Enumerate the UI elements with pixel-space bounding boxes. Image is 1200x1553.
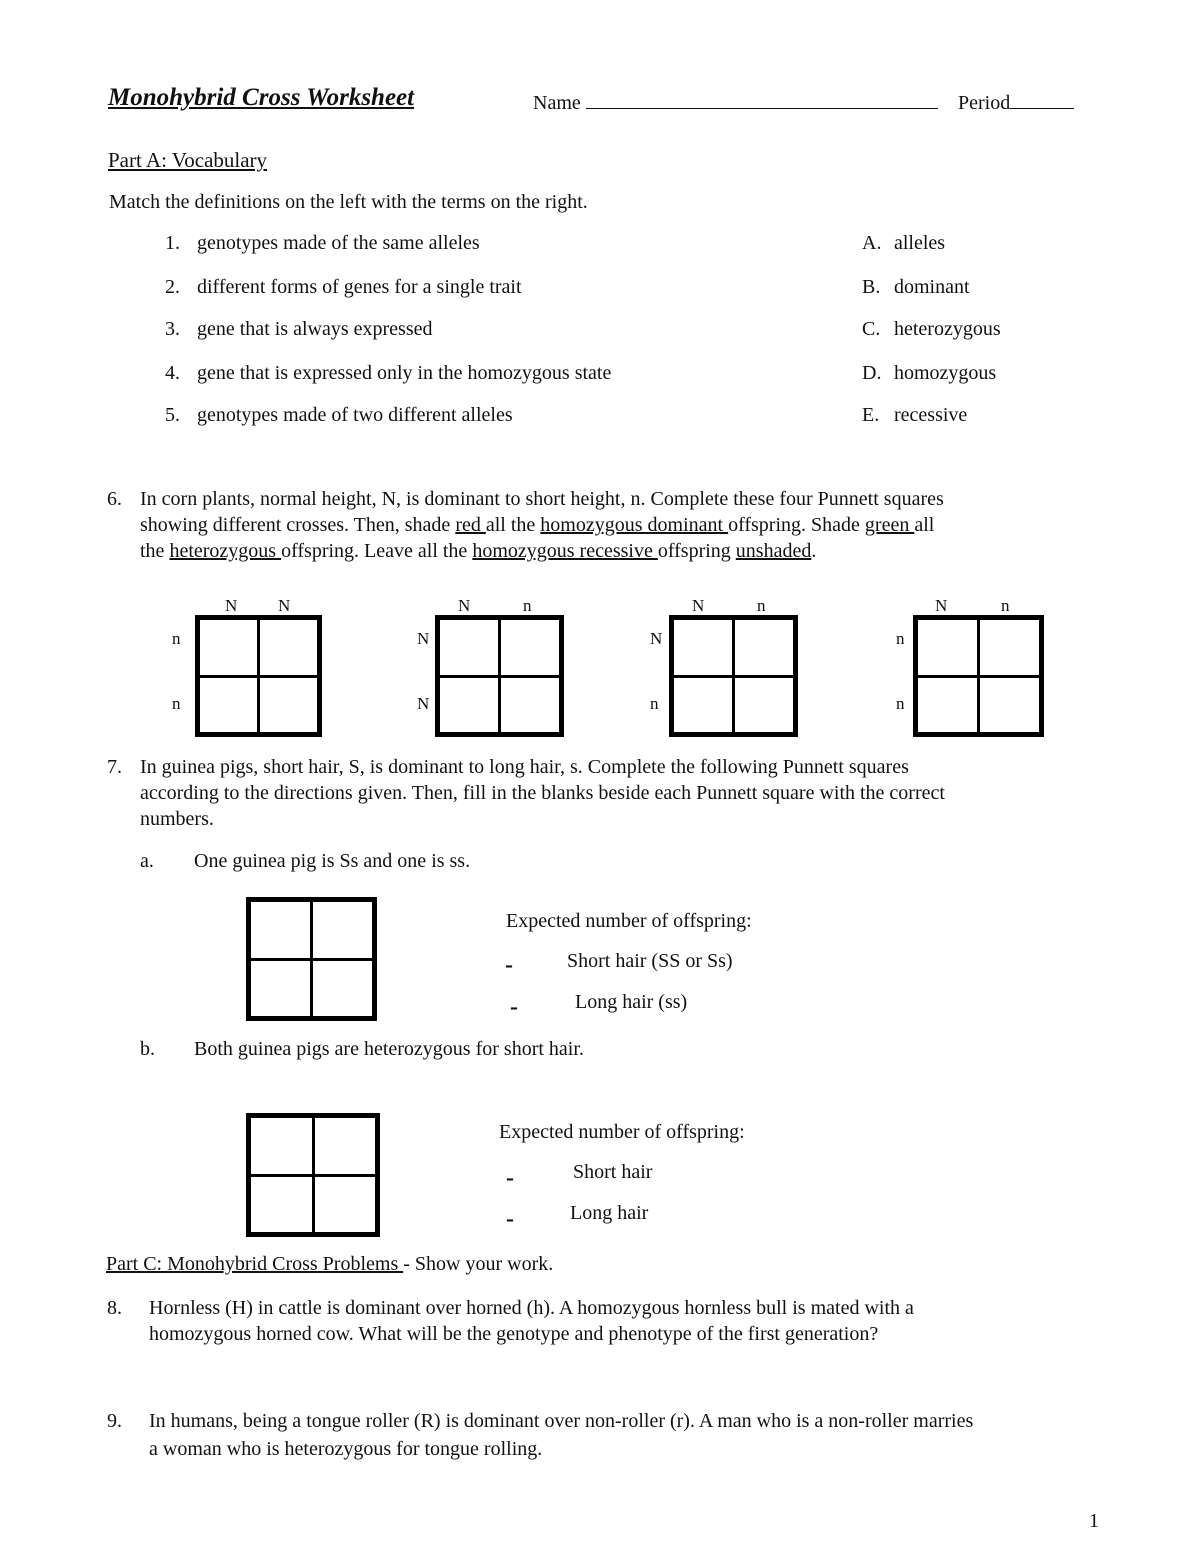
definition-1: 1. genotypes made of the same alleles xyxy=(165,232,480,254)
page-number: 1 xyxy=(1089,1510,1099,1532)
q7-line-3: numbers. xyxy=(140,808,214,830)
q9-line-2: a woman who is heterozygous for tongue rolling. xyxy=(149,1438,543,1460)
period-label: Period xyxy=(958,92,1011,114)
ps2-side-allele-2: N xyxy=(417,694,430,713)
definition-4: 4. gene that is expressed only in the homozygous state xyxy=(165,362,612,384)
q7b-short-hair: Short hair xyxy=(573,1161,653,1183)
ps4-top-allele-1: N xyxy=(935,596,948,615)
q8-line-1: Hornless (H) in cattle is dominant over horned (h). A homozygous hornless bull is mated with a xyxy=(149,1297,914,1319)
q8-number: 8. xyxy=(107,1297,122,1319)
period-field[interactable] xyxy=(958,88,1074,115)
ps2-top-allele-2: n xyxy=(523,596,532,615)
ps1-top-allele-2: N xyxy=(278,596,291,615)
ps1-side-allele-1: n xyxy=(172,629,181,648)
q7-line-1: In guinea pigs, short hair, S, is dominant to long hair, s. Complete the following Punnett squares xyxy=(140,756,909,778)
q6-line-1: In corn plants, normal height, N, is dominant to short height, n. Complete these four Punnett squares xyxy=(140,488,944,510)
ps1-side-allele-2: n xyxy=(172,694,181,713)
part-a-heading: Part A: Vocabulary xyxy=(108,148,268,172)
part-a-instructions: Match the definitions on the left with the terms on the right. xyxy=(109,191,588,213)
q9-line-1: In humans, being a tongue roller (R) is dominant over non-roller (r). A man who is a non-roller marries xyxy=(149,1410,974,1432)
ps2-side-allele-1: N xyxy=(417,629,430,648)
punnett-square-7b[interactable] xyxy=(246,1113,380,1237)
ps4-top-allele-2: n xyxy=(1001,596,1010,615)
q6-line-2: showing different crosses. Then, shade red all the homozygous dominant offspring. Shade green all xyxy=(140,514,935,536)
q7b-expected-label: Expected number of offspring: xyxy=(499,1121,745,1143)
punnett-square-1[interactable] xyxy=(195,615,322,737)
ps2-top-allele-1: N xyxy=(458,596,471,615)
term-b: B. dominant xyxy=(862,276,970,298)
q7-number: 7. xyxy=(107,756,122,778)
q7a-expected-label: Expected number of offspring: xyxy=(506,910,752,932)
q7b-short-blank[interactable]: - xyxy=(506,1165,514,1191)
ps3-top-allele-2: n xyxy=(757,596,766,615)
ps3-side-allele-2: n xyxy=(650,694,659,713)
q7a-text: One guinea pig is Ss and one is ss. xyxy=(194,850,471,872)
q6-line-3: the heterozygous offspring. Leave all the homozygous recessive offspring unshaded. xyxy=(140,540,817,562)
term-c: C. heterozygous xyxy=(862,318,1001,340)
definition-3: 3. gene that is always expressed xyxy=(165,318,433,340)
punnett-square-7a[interactable] xyxy=(246,897,377,1021)
q9-number: 9. xyxy=(107,1410,122,1432)
definition-2: 2. different forms of genes for a single trait xyxy=(165,276,522,298)
q7b-label: b. xyxy=(140,1038,155,1060)
punnett-square-2[interactable] xyxy=(435,615,564,737)
name-blank[interactable] xyxy=(586,88,938,109)
term-d: D. homozygous xyxy=(862,362,997,384)
q7a-long-blank[interactable]: - xyxy=(510,994,518,1020)
term-e: E. recessive xyxy=(862,404,968,426)
ps4-side-allele-1: n xyxy=(896,629,905,648)
period-blank[interactable] xyxy=(1010,88,1074,109)
q7b-long-hair: Long hair xyxy=(570,1202,649,1224)
name-label: Name xyxy=(533,92,581,114)
q7a-long-hair: Long hair (ss) xyxy=(575,991,688,1013)
ps4-side-allele-2: n xyxy=(896,694,905,713)
worksheet-title: Monohybrid Cross Worksheet xyxy=(108,84,415,111)
q8-line-2: homozygous horned cow. What will be the genotype and phenotype of the first generation? xyxy=(149,1323,879,1345)
punnett-square-4[interactable] xyxy=(913,615,1044,737)
name-field[interactable] xyxy=(533,88,938,115)
ps1-top-allele-1: N xyxy=(225,596,238,615)
q7a-short-blank[interactable]: - xyxy=(505,952,513,978)
q6-number: 6. xyxy=(107,488,122,510)
ps3-side-allele-1: N xyxy=(650,629,663,648)
punnett-square-3[interactable] xyxy=(669,615,798,737)
q7b-text: Both guinea pigs are heterozygous for short hair. xyxy=(194,1038,584,1060)
q7a-label: a. xyxy=(140,850,154,872)
q7a-short-hair: Short hair (SS or Ss) xyxy=(567,950,733,972)
q7b-long-blank[interactable]: - xyxy=(506,1206,514,1232)
ps3-top-allele-1: N xyxy=(692,596,705,615)
term-a: A. alleles xyxy=(862,232,946,254)
part-c-heading: Part C: Monohybrid Cross Problems - Show your work. xyxy=(106,1253,554,1275)
definition-5: 5. genotypes made of two different alleles xyxy=(165,404,513,426)
q7-line-2: according to the directions given. Then, fill in the blanks beside each Punnett square with the correct xyxy=(140,782,945,804)
